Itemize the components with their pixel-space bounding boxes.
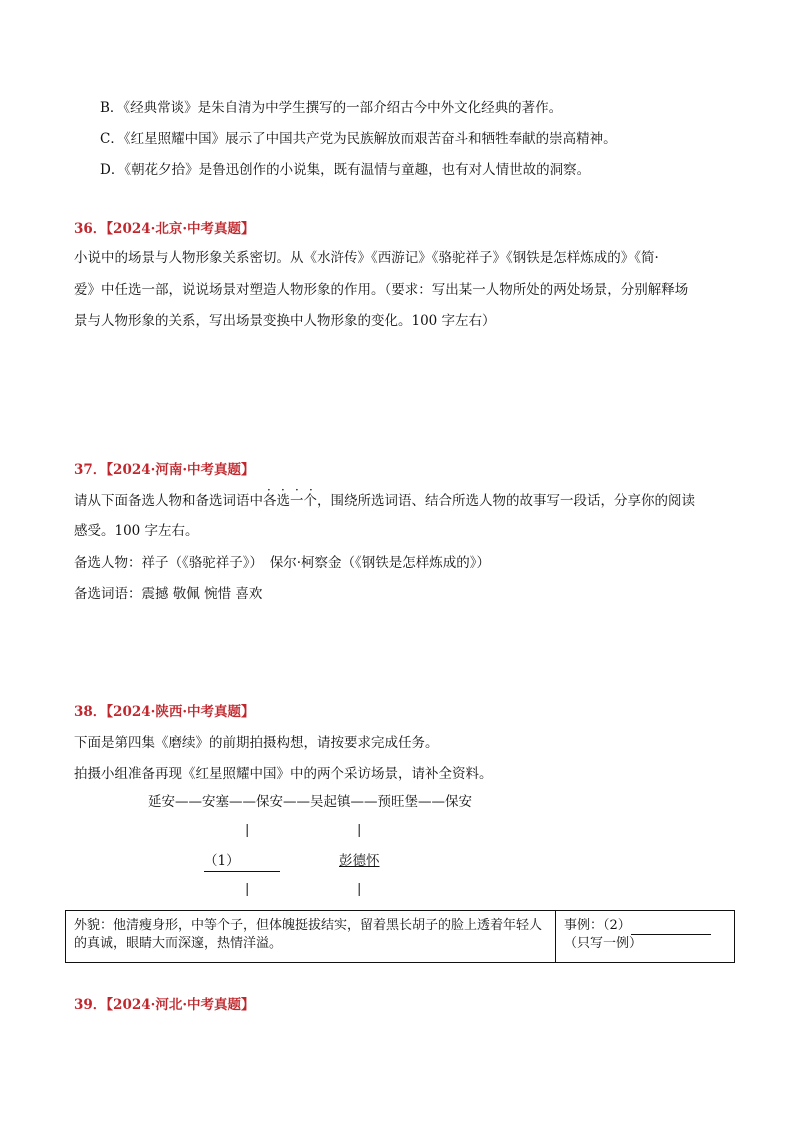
- question-36-header: [74, 219, 255, 239]
- emphasis-dot: ·: [281, 483, 285, 497]
- emphasis-dot: ·: [295, 483, 299, 497]
- question-36-text-1: 小说中的场景与人物形象关系密切。从《水浒传》《西游记》《骆驼祥子》《钢铁是怎样炼成的》《简·: [74, 250, 659, 266]
- blank-1: [204, 851, 280, 872]
- text-post: ，围绕所选词语、结合所选人物的故事写一段话，分享你的阅读: [317, 493, 695, 509]
- candidate-persons: 备选人物：祥子（《骆驼祥子》） 保尔·柯察金（《钢铁是怎样炼成的》）: [74, 555, 491, 571]
- emphasis-dot: ·: [309, 483, 313, 497]
- option-d: D．《朝花夕拾》是鲁迅创作的小说集，既有温情与童趣，也有对人情世故的洞察。: [100, 162, 591, 178]
- connector-right-top: |: [357, 823, 362, 838]
- question-36-text-2: 爱》中任选一部，说说场景对塑造人物形象的作用。（要求：写出某一人物所处的两处场景，分别解释场: [74, 282, 689, 298]
- info-table: [65, 910, 735, 963]
- candidate-words: 备选词语：震撼 敬佩 惋惜 喜欢: [74, 586, 263, 602]
- connector-left-top: |: [245, 823, 250, 838]
- name-peng-dehuai: 彭德怀: [339, 853, 380, 869]
- question-38-text-2: 拍摄小组准备再现《红星照耀中国》中的两个采访场景，请补全资料。: [74, 766, 493, 782]
- option-c: C．《红星照耀中国》展示了中国共产党为民族解放而艰苦奋斗和牺牲奉献的崇高精神。: [100, 131, 617, 147]
- question-38-text-1: 下面是第四集《磨续》的前期拍摄构想，请按要求完成任务。: [74, 735, 439, 751]
- emphasized-text: 各选一个 · · · ·: [263, 483, 317, 509]
- example-label: 事例：（2）: [564, 918, 631, 933]
- question-36-text-3: 景与人物形象的关系，写出场景变换中人物形象的变化。100 字左右）: [74, 313, 496, 329]
- question-number: 39．: [74, 997, 107, 1013]
- question-source-tag: 【2024·北京·中考真题】: [106, 221, 255, 237]
- option-b: B．《经典常谈》是朱自清为中学生撰写的一部介绍古今中外文化经典的著作。: [100, 100, 563, 116]
- question-source-tag: 【2024·河南·中考真题】: [106, 462, 255, 478]
- question-37-text-1: [74, 483, 695, 511]
- example-cell: [556, 911, 734, 962]
- connector-left-bottom: |: [245, 882, 250, 897]
- question-source-tag: 【2024·河北·中考真题】: [106, 997, 255, 1013]
- example-note: （只写一例）: [564, 936, 643, 951]
- question-37-header: [74, 460, 255, 480]
- question-source-tag: 【2024·陕西·中考真题】: [106, 704, 255, 720]
- question-number: 38．: [74, 704, 107, 720]
- text-pre: 请从下面备选人物和备选词语中: [74, 493, 263, 509]
- question-38-header: [74, 702, 255, 722]
- emphasis-dot: ·: [267, 483, 271, 497]
- example-label-row: [564, 917, 726, 935]
- answer-blank-2: [631, 920, 711, 935]
- question-39-header: [74, 995, 255, 1015]
- question-37-text-2: 感受。100 字左右。: [74, 523, 199, 539]
- blank-1-label: （1）: [204, 851, 280, 872]
- question-number: 36．: [74, 221, 107, 237]
- route-line: 延安——安塞——保安——吴起镇——预旺堡——保安: [148, 794, 472, 810]
- connector-right-bottom: |: [357, 882, 362, 897]
- question-number: 37．: [74, 462, 107, 478]
- appearance-cell: 外貌：他清瘦身形，中等个子，但体魄挺拔结实，留着黑长胡子的脸上透着年轻人的真诚，眼睛大而深邃，热情洋溢。: [66, 911, 556, 962]
